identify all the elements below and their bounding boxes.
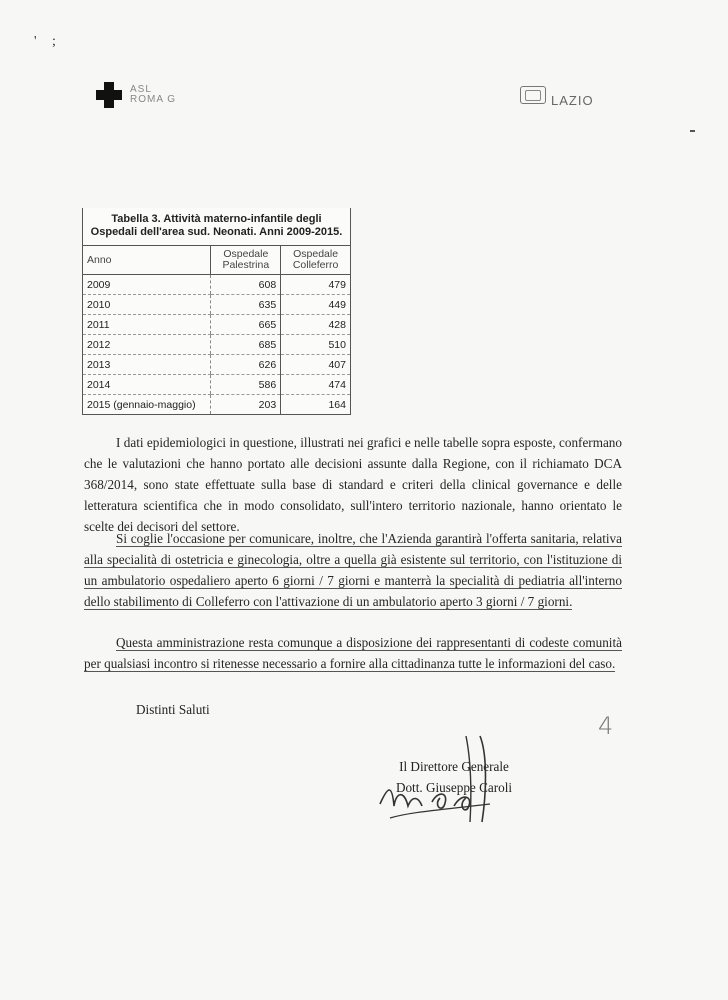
colleferro-cell: 449 bbox=[281, 295, 351, 315]
table-header-row bbox=[83, 246, 351, 275]
year-cell: 2009 bbox=[83, 275, 211, 295]
table-row bbox=[83, 355, 351, 375]
palestrina-cell: 203 bbox=[211, 395, 281, 415]
scan-edge-mark bbox=[690, 130, 695, 132]
colleferro-cell: 474 bbox=[281, 375, 351, 395]
paragraph-availability bbox=[84, 632, 622, 674]
paragraph-service-offer-text: Si coglie l'occasione per comunicare, inoltre, che l'Azienda garantirà l'offerta sanitaria, relativa alla specialità di ostetricia e ginecologia, oltre a quella già esistente sul territorio, con l'istituzione di un ambulatorio ospedaliero aperto 6 giorni / 7 giorni e manterrà la specialità di pediatria all'interno dello stabilimento di Colleferro con l'attivazione di un ambulatorio aperto 3 giorni / 7 giorni. bbox=[84, 531, 622, 609]
table-row bbox=[83, 295, 351, 315]
table-row bbox=[83, 375, 351, 395]
paragraph-epidemiological-data: I dati epidemiologici in questione, illustrati nei grafici e nelle tabelle sopra esposte, confermano che le valutazioni che hanno portato alle decisioni assunte dalla Regione, con il richiamato DCA 368/2014, sono state effettuate sulla base di standard e criteri della clinical governance e delle letteratura scientifica che in modo consolidato, sull'intero territorio nazionale, hanno orientato le scelte dei decisori del settore. bbox=[84, 435, 622, 534]
handwritten-page-number: 4 bbox=[598, 712, 614, 740]
year-cell: 2011 bbox=[83, 315, 211, 335]
cross-icon bbox=[94, 80, 124, 110]
header-anno: Anno bbox=[83, 246, 211, 275]
regione-lazio-logo bbox=[520, 84, 594, 106]
regione-emblem-icon bbox=[520, 86, 546, 104]
palestrina-cell: 608 bbox=[211, 275, 281, 295]
colleferro-cell: 510 bbox=[281, 335, 351, 355]
regione-logo-text bbox=[551, 84, 594, 106]
header-palestrina: Ospedale Palestrina bbox=[211, 246, 281, 275]
paragraph-availability-text: Questa amministrazione resta comunque a disposizione dei rappresentanti di codeste comunità per qualsiasi incontro si ritenesse necessario a fornire alla cittadinanza tutte le informazioni del caso. bbox=[84, 635, 622, 671]
scan-specks: ' ; bbox=[34, 34, 62, 49]
header-colleferro: Ospedale Colleferro bbox=[281, 246, 351, 275]
asl-logo-text bbox=[130, 85, 176, 105]
colleferro-cell: 164 bbox=[281, 395, 351, 415]
year-cell: 2010 bbox=[83, 295, 211, 315]
neonati-table bbox=[82, 208, 351, 415]
palestrina-cell: 685 bbox=[211, 335, 281, 355]
palestrina-cell: 635 bbox=[211, 295, 281, 315]
table-row bbox=[83, 315, 351, 335]
table-row bbox=[83, 275, 351, 295]
regione-logo-label: LAZIO bbox=[551, 93, 594, 108]
closing-salutation: Distinti Saluti bbox=[136, 702, 210, 717]
asl-logo-line2: ROMA G bbox=[130, 94, 177, 105]
table-row bbox=[83, 335, 351, 355]
year-cell: 2013 bbox=[83, 355, 211, 375]
asl-logo bbox=[94, 80, 176, 110]
palestrina-cell: 626 bbox=[211, 355, 281, 375]
table-row bbox=[83, 395, 351, 415]
colleferro-cell: 407 bbox=[281, 355, 351, 375]
signatory-title: Il Direttore Generale bbox=[399, 759, 509, 774]
year-cell: 2015 (gennaio-maggio) bbox=[83, 395, 211, 415]
palestrina-cell: 586 bbox=[211, 375, 281, 395]
asl-logo-line1: ASL bbox=[130, 84, 152, 95]
handwritten-signature bbox=[370, 726, 520, 826]
year-cell: 2014 bbox=[83, 375, 211, 395]
signatory-name: Dott. Giuseppe Caroli bbox=[395, 780, 513, 795]
palestrina-cell: 665 bbox=[211, 315, 281, 335]
table-caption-row bbox=[83, 208, 351, 246]
year-cell: 2012 bbox=[83, 335, 211, 355]
paragraph-service-offer bbox=[84, 528, 622, 612]
colleferro-cell: 428 bbox=[281, 315, 351, 335]
table-caption: Tabella 3. Attività materno-infantile degli Ospedali dell'area sud. Neonati. Anni 2009-2015. bbox=[83, 208, 351, 246]
colleferro-cell: 479 bbox=[281, 275, 351, 295]
